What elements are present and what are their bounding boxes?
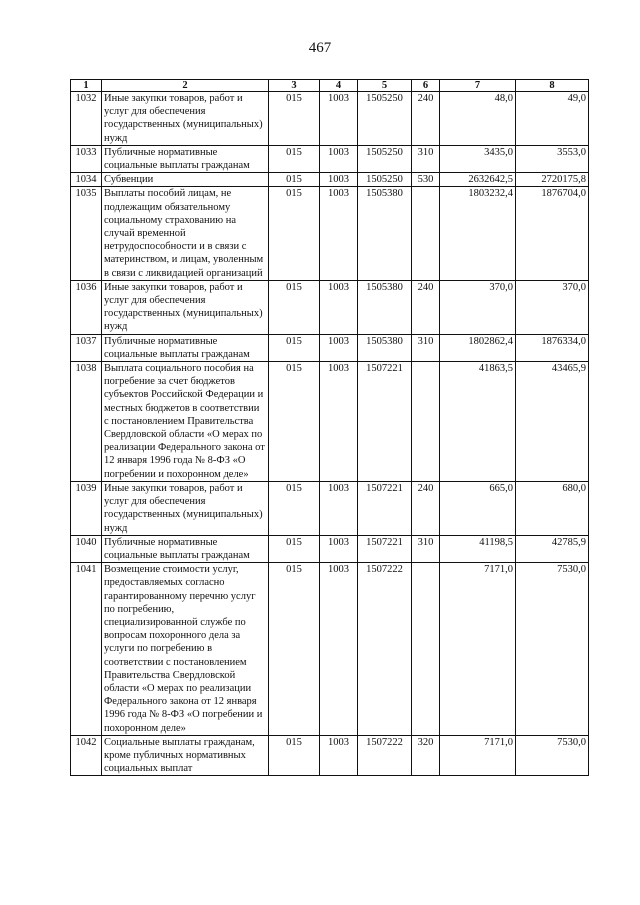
- column-header: 5: [358, 80, 412, 92]
- row-name: Публичные нормативные социальные выплаты гражданам: [102, 334, 269, 361]
- cell-col7: 1802862,4: [440, 334, 516, 361]
- cell-col8: 1876704,0: [516, 187, 589, 280]
- cell-col7: 3435,0: [440, 145, 516, 172]
- cell-col6: 310: [412, 145, 440, 172]
- row-name: Выплата социального пособия на погребение за счет бюджетов субъектов Российской Федерации и местных бюджетов в соответствии с постановлением Правительства Свердловской области «О мерах по реализации Федерального закона от 12 января 1996 года № 8-ФЗ «О погребении и похоронном деле»: [102, 362, 269, 482]
- row-name: Субвенции: [102, 173, 269, 187]
- cell-col6: [412, 187, 440, 280]
- cell-col4: 1003: [320, 362, 358, 482]
- cell-col4: 1003: [320, 173, 358, 187]
- cell-col7: 41863,5: [440, 362, 516, 482]
- cell-col4: 1003: [320, 563, 358, 736]
- cell-col4: 1003: [320, 535, 358, 562]
- cell-col3: 015: [269, 92, 320, 146]
- cell-col8: 7530,0: [516, 563, 589, 736]
- cell-col3: 015: [269, 735, 320, 776]
- row-number: 1034: [71, 173, 102, 187]
- cell-col8: 42785,9: [516, 535, 589, 562]
- cell-col3: 015: [269, 173, 320, 187]
- cell-col8: 49,0: [516, 92, 589, 146]
- cell-col8: 43465,9: [516, 362, 589, 482]
- row-number: 1040: [71, 535, 102, 562]
- row-name: Возмещение стоимости услуг, предоставляемых согласно гарантированному перечню услуг по погребению, специализированной службе по вопросам похоронного дела за услуги по погребению в соответствии с постановлением Правительства Свердловской области «О мерах по реализации Федерального закона от 12 января 1996 года № 8-ФЗ «О погребении и похоронном деле»: [102, 563, 269, 736]
- cell-col4: 1003: [320, 481, 358, 535]
- column-header: 4: [320, 80, 358, 92]
- cell-col4: 1003: [320, 187, 358, 280]
- header-row: [71, 80, 589, 92]
- row-name: Иные закупки товаров, работ и услуг для обеспечения государственных (муниципальных) нужд: [102, 92, 269, 146]
- cell-col6: 310: [412, 535, 440, 562]
- cell-col3: 015: [269, 334, 320, 361]
- cell-col5: 1505380: [358, 334, 412, 361]
- cell-col7: 2632642,5: [440, 173, 516, 187]
- table-row: [71, 362, 589, 482]
- cell-col7: 41198,5: [440, 535, 516, 562]
- cell-col3: 015: [269, 145, 320, 172]
- cell-col3: 015: [269, 187, 320, 280]
- cell-col3: 015: [269, 563, 320, 736]
- table-row: [71, 173, 589, 187]
- cell-col3: 015: [269, 535, 320, 562]
- table-row: [71, 334, 589, 361]
- cell-col6: [412, 563, 440, 736]
- cell-col5: 1505380: [358, 187, 412, 280]
- cell-col6: 240: [412, 280, 440, 334]
- row-name: Выплаты пособий лицам, не подлежащим обязательному социальному страхованию на случай временной нетрудоспособности и в связи с материнством, и лицам, уволенным в связи с ликвидацией организаций: [102, 187, 269, 280]
- column-header: 6: [412, 80, 440, 92]
- row-name: Иные закупки товаров, работ и услуг для обеспечения государственных (муниципальных) нужд: [102, 280, 269, 334]
- cell-col6: 240: [412, 481, 440, 535]
- cell-col4: 1003: [320, 280, 358, 334]
- row-number: 1035: [71, 187, 102, 280]
- cell-col6: 310: [412, 334, 440, 361]
- row-name: Публичные нормативные социальные выплаты гражданам: [102, 535, 269, 562]
- table-row: [71, 145, 589, 172]
- row-number: 1033: [71, 145, 102, 172]
- row-number: 1041: [71, 563, 102, 736]
- cell-col7: 370,0: [440, 280, 516, 334]
- cell-col6: 530: [412, 173, 440, 187]
- cell-col8: 1876334,0: [516, 334, 589, 361]
- page-number: 467: [308, 40, 332, 56]
- cell-col8: 680,0: [516, 481, 589, 535]
- cell-col3: 015: [269, 362, 320, 482]
- column-header: 8: [516, 80, 589, 92]
- column-header: 3: [269, 80, 320, 92]
- row-name: Социальные выплаты гражданам, кроме публичных нормативных социальных выплат: [102, 735, 269, 776]
- cell-col5: 1505250: [358, 145, 412, 172]
- cell-col4: 1003: [320, 334, 358, 361]
- cell-col6: 320: [412, 735, 440, 776]
- cell-col5: 1507222: [358, 563, 412, 736]
- cell-col5: 1505250: [358, 92, 412, 146]
- cell-col5: 1507221: [358, 535, 412, 562]
- cell-col7: 665,0: [440, 481, 516, 535]
- table-row: [71, 187, 589, 280]
- budget-table: [70, 79, 589, 776]
- row-number: 1039: [71, 481, 102, 535]
- row-number: 1036: [71, 280, 102, 334]
- cell-col8: 7530,0: [516, 735, 589, 776]
- cell-col8: 2720175,8: [516, 173, 589, 187]
- cell-col8: 3553,0: [516, 145, 589, 172]
- table-row: [71, 535, 589, 562]
- row-number: 1032: [71, 92, 102, 146]
- row-number: 1037: [71, 334, 102, 361]
- cell-col7: 1803232,4: [440, 187, 516, 280]
- cell-col5: 1507222: [358, 735, 412, 776]
- row-number: 1038: [71, 362, 102, 482]
- cell-col8: 370,0: [516, 280, 589, 334]
- cell-col7: 48,0: [440, 92, 516, 146]
- cell-col5: 1507221: [358, 362, 412, 482]
- cell-col7: 7171,0: [440, 563, 516, 736]
- cell-col6: [412, 362, 440, 482]
- table-row: [71, 735, 589, 776]
- table-row: [71, 481, 589, 535]
- table-row: [71, 563, 589, 736]
- column-header: 7: [440, 80, 516, 92]
- row-name: Иные закупки товаров, работ и услуг для обеспечения государственных (муниципальных) нужд: [102, 481, 269, 535]
- cell-col5: 1507221: [358, 481, 412, 535]
- cell-col4: 1003: [320, 735, 358, 776]
- cell-col6: 240: [412, 92, 440, 146]
- cell-col4: 1003: [320, 145, 358, 172]
- cell-col5: 1505250: [358, 173, 412, 187]
- table-row: [71, 280, 589, 334]
- cell-col7: 7171,0: [440, 735, 516, 776]
- column-header: 1: [71, 80, 102, 92]
- column-header: 2: [102, 80, 269, 92]
- cell-col3: 015: [269, 280, 320, 334]
- row-number: 1042: [71, 735, 102, 776]
- cell-col3: 015: [269, 481, 320, 535]
- cell-col5: 1505380: [358, 280, 412, 334]
- table-row: [71, 92, 589, 146]
- cell-col4: 1003: [320, 92, 358, 146]
- row-name: Публичные нормативные социальные выплаты гражданам: [102, 145, 269, 172]
